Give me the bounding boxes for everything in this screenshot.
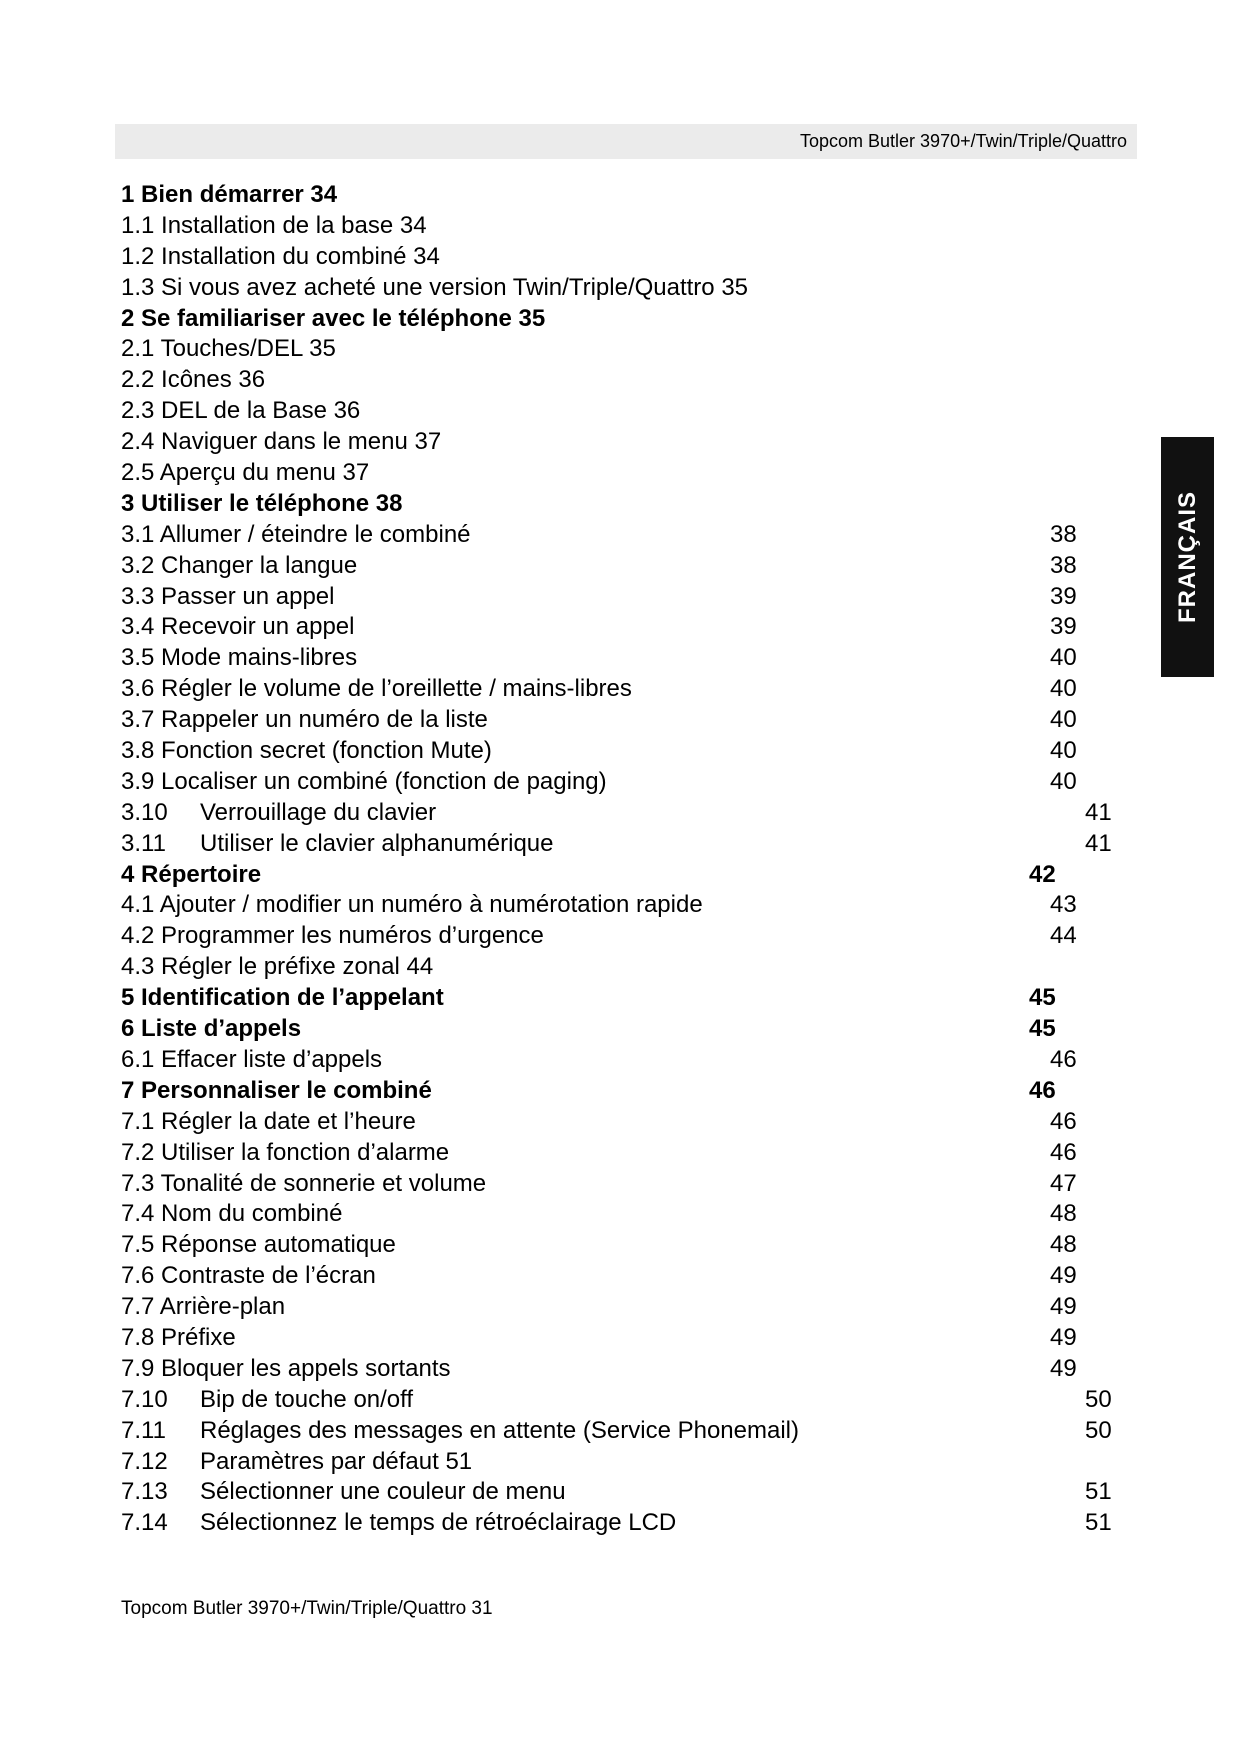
toc-entry-title: 7.7 Arrière-plan xyxy=(121,1293,286,1321)
toc-entry-title: Sélectionnez le temps de rétroéclairage LCD xyxy=(200,1509,677,1537)
toc-entry-title: 3.4 Recevoir un appel xyxy=(121,613,355,641)
toc-entry-title: 6 Liste d’appels xyxy=(121,1015,302,1043)
language-tab-label: FRANÇAIS xyxy=(1173,491,1201,623)
toc-entry-page-number: 42 xyxy=(1029,860,1056,888)
toc-chapter-entry xyxy=(121,489,1121,520)
toc-entry-title: 7.5 Réponse automatique xyxy=(121,1231,396,1259)
toc-entry-page-number: 49 xyxy=(1050,1262,1077,1290)
toc-section-entry xyxy=(121,1385,1121,1416)
toc-section-entry xyxy=(121,1447,1121,1478)
toc-section-entry xyxy=(121,1138,1121,1169)
toc-section-entry xyxy=(121,612,1121,643)
toc-entry-title: 7.8 Préfixe xyxy=(121,1323,236,1351)
toc-section-entry xyxy=(121,921,1121,952)
toc-entry-title: 6.1 Effacer liste d’appels xyxy=(121,1045,383,1073)
toc-section-entry xyxy=(121,798,1121,829)
toc-entry-number: 3.11 xyxy=(121,829,166,857)
toc-entry-page-number: 47 xyxy=(1050,1169,1077,1197)
toc-section-entry xyxy=(121,705,1121,736)
toc-entry-page-number: 48 xyxy=(1050,1200,1077,1228)
toc-chapter-entry xyxy=(121,1076,1121,1107)
table-of-contents xyxy=(121,180,1121,1539)
toc-entry-page-number: 38 xyxy=(1050,551,1077,579)
toc-entry-title: 7.3 Tonalité de sonnerie et volume xyxy=(121,1169,487,1197)
toc-entry-number: 7.11 xyxy=(121,1416,166,1444)
toc-entry-page-number: 50 xyxy=(1085,1416,1112,1444)
toc-entry-page-number: 46 xyxy=(1050,1138,1077,1166)
toc-entry-page-number: 46 xyxy=(1050,1045,1077,1073)
toc-entry-title: 7.4 Nom du combiné xyxy=(121,1200,343,1228)
toc-section-entry xyxy=(121,396,1121,427)
toc-entry-title: 2.4 Naviguer dans le menu 37 xyxy=(121,428,442,456)
toc-section-entry xyxy=(121,1261,1121,1292)
page-footer: Topcom Butler 3970+/Twin/Triple/Quattro 31 xyxy=(121,1598,493,1619)
toc-entry-title: 4.3 Régler le préfixe zonal 44 xyxy=(121,953,434,981)
toc-entry-title: 3.9 Localiser un combiné (fonction de paging) xyxy=(121,767,607,795)
toc-entry-title: Verrouillage du clavier xyxy=(200,798,437,826)
toc-entry-page-number: 46 xyxy=(1050,1107,1077,1135)
toc-entry-page-number: 44 xyxy=(1050,922,1077,950)
toc-entry-title: 3.8 Fonction secret (fonction Mute) xyxy=(121,737,492,765)
toc-section-entry xyxy=(121,365,1121,396)
toc-entry-title: 3.7 Rappeler un numéro de la liste xyxy=(121,706,488,734)
toc-section-entry xyxy=(121,952,1121,983)
toc-entry-title: 7.6 Contraste de l’écran xyxy=(121,1262,376,1290)
toc-entry-page-number: 50 xyxy=(1085,1385,1112,1413)
toc-entry-title: Réglages des messages en attente (Service Phonemail) xyxy=(200,1416,799,1444)
toc-entry-page-number: 41 xyxy=(1085,829,1112,857)
toc-section-entry xyxy=(121,242,1121,273)
toc-section-entry xyxy=(121,582,1121,613)
toc-entry-page-number: 45 xyxy=(1029,984,1056,1012)
toc-entry-title: 7.2 Utiliser la fonction d’alarme xyxy=(121,1138,450,1166)
toc-section-entry xyxy=(121,1230,1121,1261)
page-header xyxy=(115,124,1137,159)
toc-entry-page-number: 49 xyxy=(1050,1323,1077,1351)
toc-entry-title: 3.5 Mode mains-libres xyxy=(121,644,358,672)
toc-entry-title: Utiliser le clavier alphanumérique xyxy=(200,829,554,857)
toc-section-entry xyxy=(121,334,1121,365)
toc-entry-page-number: 41 xyxy=(1085,798,1112,826)
toc-section-entry xyxy=(121,1323,1121,1354)
toc-section-entry xyxy=(121,1508,1121,1539)
toc-section-entry xyxy=(121,1354,1121,1385)
toc-section-entry xyxy=(121,1199,1121,1230)
toc-entry-page-number: 49 xyxy=(1050,1354,1077,1382)
toc-entry-page-number: 48 xyxy=(1050,1231,1077,1259)
toc-entry-number: 7.13 xyxy=(121,1478,168,1506)
toc-entry-number: 3.10 xyxy=(121,798,168,826)
toc-entry-title: 4.2 Programmer les numéros d’urgence xyxy=(121,922,544,950)
toc-entry-page-number: 49 xyxy=(1050,1293,1077,1321)
toc-entry-title: 1.3 Si vous avez acheté une version Twin/Triple/Quattro 35 xyxy=(121,273,749,301)
toc-entry-number: 7.10 xyxy=(121,1385,168,1413)
toc-chapter-entry xyxy=(121,1014,1121,1045)
toc-entry-title: Bip de touche on/off xyxy=(200,1385,414,1413)
language-tab xyxy=(1161,437,1214,677)
toc-entry-title: 1 Bien démarrer 34 xyxy=(121,181,338,208)
toc-entry-number: 7.12 xyxy=(121,1447,168,1475)
toc-entry-page-number: 38 xyxy=(1050,520,1077,548)
toc-section-entry xyxy=(121,520,1121,551)
toc-section-entry xyxy=(121,890,1121,921)
toc-entry-page-number: 39 xyxy=(1050,582,1077,610)
toc-section-entry xyxy=(121,829,1121,860)
toc-entry-title: 3.1 Allumer / éteindre le combiné xyxy=(121,520,471,548)
toc-entry-title: Paramètres par défaut 51 xyxy=(200,1447,473,1475)
toc-section-entry xyxy=(121,1416,1121,1447)
toc-entry-title: Sélectionner une couleur de menu xyxy=(200,1478,566,1506)
toc-section-entry xyxy=(121,674,1121,705)
toc-chapter-entry xyxy=(121,304,1121,335)
toc-entry-page-number: 51 xyxy=(1085,1509,1112,1537)
toc-section-entry xyxy=(121,273,1121,304)
toc-section-entry xyxy=(121,427,1121,458)
toc-entry-page-number: 43 xyxy=(1050,891,1077,919)
toc-section-entry xyxy=(121,551,1121,582)
toc-entry-page-number: 46 xyxy=(1029,1076,1056,1104)
toc-section-entry xyxy=(121,736,1121,767)
toc-entry-page-number: 40 xyxy=(1050,706,1077,734)
toc-entry-title: 3.2 Changer la langue xyxy=(121,551,358,579)
toc-section-entry xyxy=(121,1292,1121,1323)
toc-entry-page-number: 40 xyxy=(1050,737,1077,765)
toc-entry-page-number: 45 xyxy=(1029,1015,1056,1043)
toc-entry-title: 7.1 Régler la date et l’heure xyxy=(121,1107,416,1135)
toc-entry-title: 2.3 DEL de la Base 36 xyxy=(121,397,361,425)
toc-entry-title: 1.1 Installation de la base 34 xyxy=(121,211,427,239)
toc-section-entry xyxy=(121,1169,1121,1200)
toc-entry-title: 2.1 Touches/DEL 35 xyxy=(121,335,336,363)
toc-section-entry xyxy=(121,643,1121,674)
toc-entry-title: 2.2 Icônes 36 xyxy=(121,366,266,394)
toc-entry-page-number: 51 xyxy=(1085,1478,1112,1506)
toc-entry-title: 1.2 Installation du combiné 34 xyxy=(121,242,440,270)
toc-entry-page-number: 40 xyxy=(1050,644,1077,672)
toc-entry-page-number: 40 xyxy=(1050,675,1077,703)
toc-entry-title: 4 Répertoire xyxy=(121,860,262,888)
toc-section-entry xyxy=(121,767,1121,798)
header-title: Topcom Butler 3970+/Twin/Triple/Quattro xyxy=(800,131,1127,151)
toc-entry-title: 7.9 Bloquer les appels sortants xyxy=(121,1354,451,1382)
toc-entry-title: 3.3 Passer un appel xyxy=(121,582,335,610)
toc-entry-title: 3 Utiliser le téléphone 38 xyxy=(121,489,403,517)
toc-entry-title: 7 Personnaliser le combiné xyxy=(121,1076,432,1104)
toc-chapter-entry xyxy=(121,180,1121,211)
toc-entry-title: 3.6 Régler le volume de l’oreillette / mains-libres xyxy=(121,675,632,703)
toc-chapter-entry xyxy=(121,983,1121,1014)
toc-section-entry xyxy=(121,211,1121,242)
toc-entry-title: 2.5 Aperçu du menu 37 xyxy=(121,459,370,487)
toc-entry-page-number: 39 xyxy=(1050,613,1077,641)
toc-entry-number: 7.14 xyxy=(121,1509,168,1537)
toc-chapter-entry xyxy=(121,860,1121,891)
toc-section-entry xyxy=(121,1045,1121,1076)
toc-entry-title: 5 Identification de l’appelant xyxy=(121,984,444,1012)
toc-section-entry xyxy=(121,1477,1121,1508)
toc-entry-title: 2 Se familiariser avec le téléphone 35 xyxy=(121,304,546,332)
toc-section-entry xyxy=(121,458,1121,489)
toc-section-entry xyxy=(121,1107,1121,1138)
toc-entry-page-number: 40 xyxy=(1050,767,1077,795)
toc-entry-title: 4.1 Ajouter / modifier un numéro à numérotation rapide xyxy=(121,891,703,919)
